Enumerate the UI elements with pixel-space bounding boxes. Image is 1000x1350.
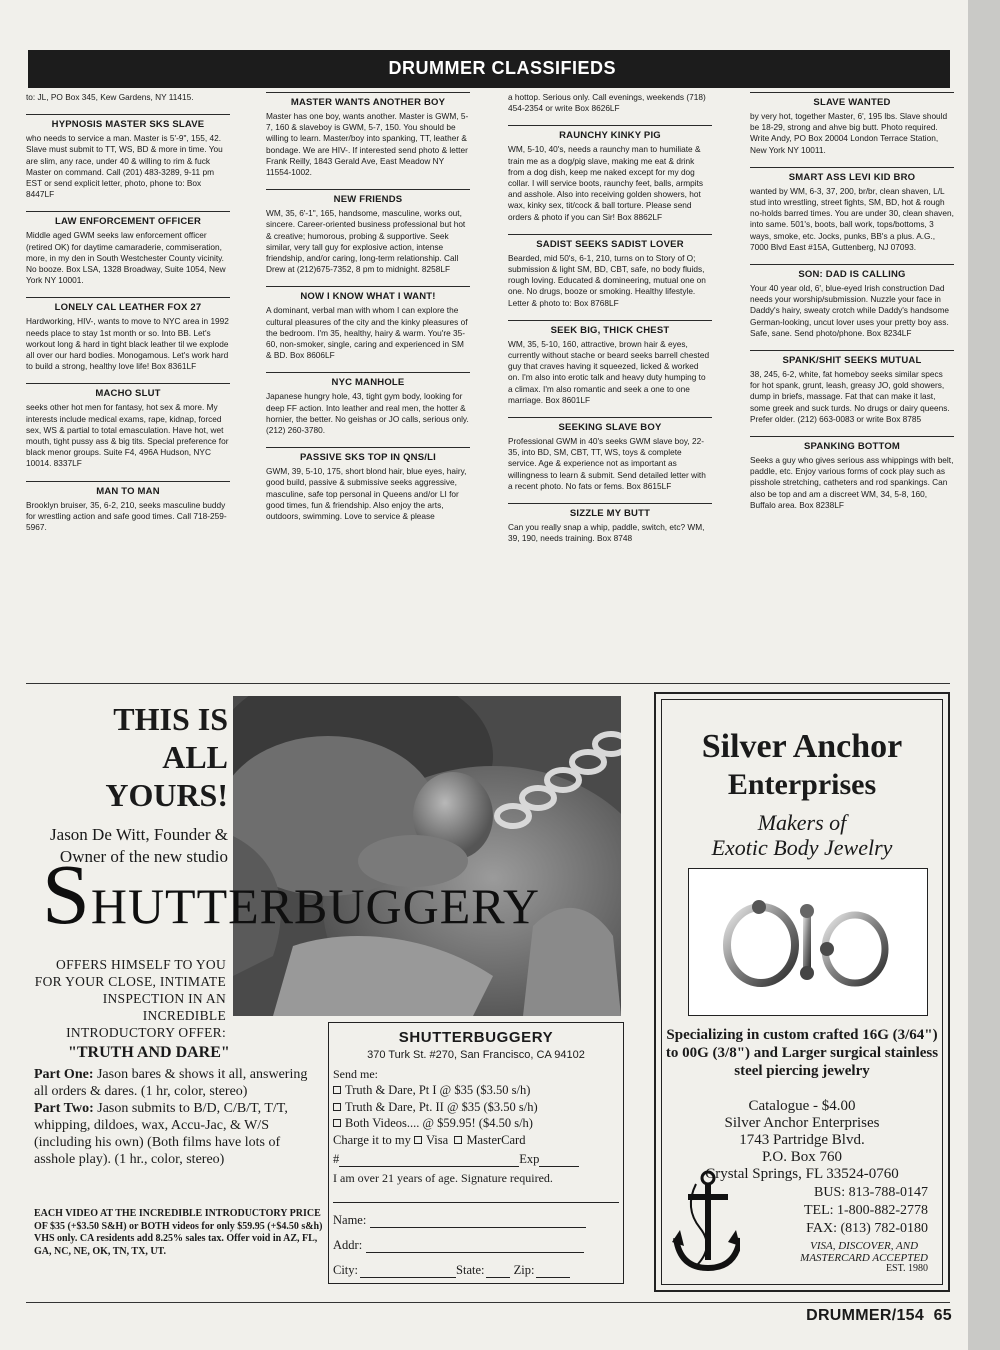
- classified-ad: [750, 264, 954, 339]
- part-two-label: Part Two:: [34, 1101, 94, 1116]
- ad-heading: SPANK/SHIT SEEKS MUTUAL: [782, 355, 922, 367]
- divider: [26, 683, 950, 684]
- classified-ad: [508, 417, 712, 492]
- ad-body: Brooklyn bruiser, 35, 6-2, 210, seeks masculine buddy for wrestling action and safe good times. Call 718-259-5967.: [26, 499, 227, 533]
- ad-body: WM, 5-10, 40's, needs a raunchy man to humiliate & train me as a dog/pig slave, making me eat & drink from a dog dish, keep me naked except for my dog collar. I will service boots, raunchy feet, balls, armpits and asshole. Also into receiving golden showers, hot wax, kinky sex, tit/cock & ball torture. Please send orders & photo if you can Sir! Box 8862LF: [508, 144, 704, 222]
- classified-column-1: [26, 92, 230, 682]
- ad-heading: SEEKING SLAVE BOY: [558, 422, 662, 434]
- ad-heading: SON: DAD IS CALLING: [798, 269, 906, 281]
- classified-ad: [26, 92, 230, 103]
- charge-label: Charge it to my: [333, 1132, 411, 1147]
- option-label: Truth & Dare, Pt. II @ $35 ($3.50 s/h): [345, 1099, 538, 1114]
- ad-heading: LAW ENFORCEMENT OFFICER: [54, 216, 202, 228]
- ad-body: WM, 35, 6'-1", 165, handsome, masculine, works out, sincere. Career-oriented business professional but hot & creative; humorous, probing & supportive. Seek similar, very tall guy for explosive action, intense friendship, and/or caring, long-term relationship. Call Drew at (212)675-7352, 8 pm to midnight. 8258LF: [266, 208, 466, 275]
- ad-body: by very hot, together Master, 6', 195 lbs. Slave should be 18-29, strong and ahve big butt. Photo required. Write Andy, PO Box 20004 London Terrace Station, New York NY 10011.: [750, 111, 948, 155]
- order-form: [328, 1022, 624, 1284]
- ad-body: Hardworking, HIV-, wants to move to NYC area in 1992 needs place to stay 1st month or so. Into BB. Let's workout long & hard in tight black leather til we explode all over our hard bodies. Monogamous. Let's work hard to build a strong, healthy love life! Box 8361LF: [26, 316, 229, 372]
- brand-rest: HUTTERBUGGERY: [90, 878, 540, 934]
- ad-heading: MASTER WANTS ANOTHER BOY: [290, 97, 446, 108]
- part-one: [34, 1066, 316, 1100]
- checkbox[interactable]: [333, 1086, 341, 1094]
- bus-phone: BUS: 813-788-0147: [814, 1185, 928, 1200]
- cards-accepted: [800, 1240, 928, 1264]
- company-title-1: Silver Anchor: [701, 728, 903, 765]
- classified-column-4: [750, 92, 954, 682]
- card-row: [333, 1152, 619, 1167]
- classified-ad: [750, 92, 954, 156]
- exp-field[interactable]: [539, 1155, 579, 1167]
- charge-row: [333, 1132, 619, 1149]
- addr-label: Addr:: [333, 1238, 363, 1252]
- ad-photo: [233, 696, 621, 1016]
- classified-ad: [508, 92, 712, 114]
- ad-headline: THIS IS ALL YOURS!: [105, 701, 228, 813]
- zip-field[interactable]: [536, 1266, 570, 1278]
- page-number: 65: [933, 1307, 952, 1324]
- classified-ad: [266, 286, 470, 361]
- tagline: [662, 810, 942, 860]
- brand-name: [42, 846, 540, 942]
- cards-line-2: MASTERCARD ACCEPTED: [800, 1252, 928, 1264]
- ad-rule: [508, 503, 712, 504]
- ad-body: Your 40 year old, 6', blue-eyed Irish construction Dad needs your worship/submission. Nuzzle your face in Daddy's hairy, sweaty crotch while Daddy's handsome German-looking, uncut lover uses your pretty boy ass. Safe, sane. Send photo/phone. Box 8234LF: [750, 283, 950, 338]
- classified-ad: [508, 125, 712, 222]
- option-pt1[interactable]: [333, 1082, 619, 1099]
- ad-heading: MACHO SLUT: [95, 388, 161, 400]
- video-title: "TRUTH AND DARE": [68, 1044, 230, 1061]
- city: Crystal Springs, FL 33524-0760: [705, 1166, 899, 1182]
- ad-heading: SADIST SEEKS SADIST LOVER: [536, 238, 684, 250]
- ad-heading: SPANKING BOTTOM: [803, 441, 901, 453]
- visa-checkbox[interactable]: [414, 1136, 422, 1144]
- ad-heading: SEEK BIG, THICK CHEST: [550, 324, 670, 336]
- ad-body: a hottop. Serious only. Call evenings, weekends (718) 454-2354 or write Box 8626LF: [508, 92, 706, 114]
- classified-ad: [266, 447, 470, 522]
- classified-ad: [750, 436, 954, 511]
- exp-label: Exp: [519, 1152, 540, 1166]
- city-field[interactable]: [360, 1266, 456, 1278]
- shutterbuggery-ad: [28, 692, 624, 1292]
- zip-label: Zip:: [513, 1263, 535, 1277]
- classified-column-2: [266, 92, 470, 682]
- ad-body: to: JL, PO Box 345, Kew Gardens, NY 11415.: [26, 92, 194, 102]
- classified-ad: [26, 114, 230, 200]
- part-one-label: Part One:: [34, 1067, 94, 1082]
- name-label: Name:: [333, 1213, 367, 1227]
- ad-heading: RAUNCHY KINKY PIG: [559, 130, 661, 142]
- part-two-text: Jason submits to B/D, C/B/T, T/T, whipping, dildoes, wax, Accu-Jac, & W/S (including his own) (Both films have lots of asshole play). (1 hr., color, stereo): [34, 1101, 288, 1167]
- ad-heading: SMART ASS LEVI KID BRO: [788, 171, 916, 183]
- ad-rule: [26, 114, 230, 115]
- classified-ad: [26, 481, 230, 534]
- tagline-line-1: Makers of: [757, 810, 847, 835]
- age-statement: I am over 21 years of age. Signature required.: [333, 1171, 553, 1185]
- classified-ad: [508, 503, 712, 544]
- ad-body: Japanese hungry hole, 43, tight gym body, looking for deep FF action. Into leather and real men, the hotter & hornier, the better. No geishas or JO calls, serious only. (212) 260-3780.: [266, 391, 469, 436]
- ad-rule: [266, 372, 470, 373]
- section-title: DRUMMER CLASSIFIEDS: [388, 58, 616, 78]
- classified-ad: [26, 383, 230, 469]
- ad-heading: NYC MANHOLE: [331, 377, 405, 389]
- city-row: [333, 1263, 619, 1278]
- page-folio: [806, 1307, 952, 1325]
- ad-body: GWM, 39, 5-10, 175, short blond hair, blue eyes, hairy, good build, passive & submissive seeks aggressive, masculine, safe top personal in Queens and/or LI for good times, fun & friendship. Also enjoy the arts, outdoors, swimming. Love to service & please: [266, 466, 467, 522]
- ad-body: Master has one boy, wants another. Master is GWM, 5-7, 160 & slaveboy is GWM, 5-7, 150. You should be willing to learn. Master/boy into spanking, TT, leather & bondage. We are HIV-. If interested send photo & letter Frank Reilly, 1843 Gerald Ave, East Meadow NY 11554-1002.: [266, 111, 469, 178]
- catalogue-price: Catalogue - $4.00: [748, 1098, 856, 1114]
- addr-field[interactable]: [366, 1241, 584, 1253]
- ad-rule: [26, 211, 230, 212]
- video-parts: [34, 1066, 316, 1168]
- classified-ad: [26, 211, 230, 286]
- ad-rule: [750, 350, 954, 351]
- ad-heading: SIZZLE MY BUTT: [569, 508, 651, 520]
- section-header: [28, 50, 950, 88]
- ad-rule: [26, 481, 230, 482]
- brand-initial: S: [42, 846, 91, 942]
- classified-ad: [266, 372, 470, 436]
- ad-rule: [266, 447, 470, 448]
- classified-ad: [750, 350, 954, 425]
- street: 1743 Partridge Blvd.: [739, 1132, 865, 1148]
- ad-body: Bearded, mid 50's, 6-1, 210, turns on to Story of O; submission & light SM, BD, CBT, safe, no body fluids, rough loving. Educated & domineering, mutual one on one. No drugs, booze or smoking. Healthy lifestyle. Letter & photo to: Box 8768LF: [508, 252, 706, 308]
- state-label: State:: [456, 1263, 485, 1277]
- classified-ad: [508, 320, 712, 406]
- ad-heading: LONELY CAL LEATHER FOX 27: [54, 302, 202, 314]
- contact-numbers: [804, 1184, 928, 1238]
- card-number-field[interactable]: [339, 1155, 519, 1167]
- mastercard-label: MasterCard: [466, 1132, 526, 1147]
- classified-ad: [266, 189, 470, 275]
- ad-rule: [750, 92, 954, 93]
- classified-column-3: [508, 92, 712, 682]
- ad-rule: [508, 320, 712, 321]
- jewelry-photo: [688, 868, 928, 1016]
- ad-rule: [750, 436, 954, 437]
- option-label: Truth & Dare, Pt I @ $35 ($3.50 s/h): [345, 1083, 531, 1097]
- silver-anchor-ad: [654, 692, 950, 1292]
- order-options: [333, 1082, 619, 1148]
- ad-rule: [26, 383, 230, 384]
- classified-ad: [26, 297, 230, 372]
- ad-rule: [750, 264, 954, 265]
- ad-rule: [266, 92, 470, 93]
- name-field[interactable]: [370, 1216, 586, 1228]
- ad-body: wanted by WM, 6-3, 37, 200, br/br, clean shaven, L/L stud into wrestling, street fights, SM, BD, hot & rough no-holds barred times. You are under 30, clean shaven, into same. 501's, boots, ball work, tops/bottoms, 3 ways, smoke, etc. Jocks, punks, BB's a plus. A.G., 7000 Blvd East #15A, Guttenberg, NJ 07093.: [750, 185, 954, 252]
- ad-body: Professional GWM in 40's seeks GWM slave boy, 22-35, into BD, SM, CBT, TT, WS, toys & complete service. Age & experience not as important as willingness to learn & submit. Send detailed letter with a recent photo. No fats or fems. Box 8615LF: [508, 436, 706, 491]
- addr-row: [333, 1238, 619, 1253]
- classified-ad: [508, 234, 712, 309]
- ad-intro: Jason De Witt, Founder & Owner of the new studio: [50, 825, 228, 866]
- ad-heading: PASSIVE SKS TOP IN QNS/LI: [300, 452, 436, 464]
- ad-body: Can you really snap a whip, paddle, switch, etc? WM, 39, 190, needs training. Box 8748: [508, 522, 705, 544]
- ad-rule: [750, 167, 954, 168]
- ad-rule: [508, 234, 712, 235]
- classifieds-columns: [26, 92, 952, 682]
- checkbox[interactable]: [333, 1103, 341, 1111]
- ad-rule: [266, 189, 470, 190]
- footer-rule: [26, 1302, 950, 1303]
- specialty-text: Specializing in custom crafted 16G (3/64") to 00G (3/8") and Larger surgical stainless steel piercing jewelry: [665, 1027, 939, 1079]
- po-box: P.O. Box 760: [761, 1149, 843, 1165]
- tel-phone: TEL: 1-800-882-2778: [803, 1203, 928, 1218]
- fax: FAX: (813) 782-0180: [806, 1221, 928, 1236]
- ad-body: Middle aged GWM seeks law enforcement officer (retired OK) for daytime camaraderie, commiseration, more, in my den in South Westchester County vicinity. No booze. Box LSA, 1328 Broadway, Suite 1054, New York NY 10001.: [26, 230, 226, 286]
- magazine-issue: DRUMMER/154: [806, 1307, 925, 1324]
- part-two: [34, 1100, 316, 1168]
- ad-body: WM, 35, 5-10, 160, attractive, brown hair & eyes, currently without stache or beard seeks barrell chested guy that craves having it squeezed, licked & worked on. I'm also into erotic talk and heavy duty humping to a climax. I'm also romantic and seek a one to one marriage. Box 8601LF: [508, 338, 710, 405]
- checkbox[interactable]: [333, 1119, 341, 1127]
- ad-heading: NOW I KNOW WHAT I WANT!: [300, 291, 436, 303]
- state-field[interactable]: [486, 1266, 510, 1278]
- name-row: [333, 1213, 619, 1228]
- anchor-icon: [670, 1168, 740, 1278]
- city-label: City:: [333, 1263, 359, 1277]
- card-number-label: #: [333, 1152, 340, 1166]
- visa-label: Visa: [426, 1132, 449, 1147]
- option-label: Both Videos.... @ $59.95! ($4.50 s/h): [345, 1116, 533, 1130]
- page-edge: [968, 0, 1000, 1350]
- ad-offer: OFFERS HIMSELF TO YOU FOR YOUR CLOSE, INTIMATE INSPECTION IN AN INCREDIBLE INTRODUCTORY OFFER:: [34, 957, 226, 1040]
- ad-rule: [26, 297, 230, 298]
- ad-heading: NEW FRIENDS: [333, 194, 403, 206]
- ad-rule: [508, 125, 712, 126]
- cards-line-1: VISA, DISCOVER, AND: [810, 1240, 919, 1252]
- classified-ad: [750, 167, 954, 253]
- ad-inner-border: [661, 699, 943, 1285]
- ad-heading: MAN TO MAN: [96, 485, 160, 497]
- ad-body: seeks other hot men for fantasy, hot sex & more. My interests include medical exams, rape, kidnap, forced sex, WS & partial to total emasculation. Have hot, wet mouth, tight pussy ass & big tits. Special preference for black menor groups. Suite F4, 496A Hudson, NYC 10014. 8337LF: [26, 402, 229, 469]
- mastercard-checkbox[interactable]: [454, 1136, 462, 1144]
- ad-heading: SLAVE WANTED: [813, 97, 891, 108]
- ad-body: who needs to service a man. Master is 5'-9", 155, 42. Slave must submit to TT, WS, BD & more in time. You are slim, any race, under 40 & willing to rim & fuck Master on command. Call (201) 483-3289, 9-11 pm EST or send explicit letter, photo, phone to: Box 8447LF: [26, 133, 223, 200]
- classified-ad: [266, 92, 470, 178]
- send-me-label: Send me:: [333, 1067, 378, 1081]
- company-title-2: Enterprises: [727, 768, 877, 801]
- tagline-line-2: Exotic Body Jewelry: [711, 835, 893, 860]
- established: EST. 1980: [885, 1263, 928, 1274]
- ad-body: A dominant, verbal man with whom I can explore the cultural pleasures of the city and the kinky pleasures of the bedroom. I'm 35, healthy, hairy & warm. You're 35-60, non-smoker, single, caring and experienced in SM & BD. Box 8606LF: [266, 305, 468, 361]
- form-title: SHUTTERBUGGERY: [398, 1029, 554, 1046]
- ad-heading: HYPNOSIS MASTER SKS SLAVE: [51, 119, 205, 131]
- form-address: 370 Turk St. #270, San Francisco, CA 94102: [367, 1049, 585, 1061]
- ad-body: 38, 245, 6-2, white, fat homeboy seeks similar specs for hot spank, grunt, leash, greasy JO, gold showers, dump in briefs, massage. Fat that can make it last, some greek and suck turds. No drugs or dairy queens. Prefer older. (212) 663-0083 or write Box 8785: [750, 369, 950, 424]
- company-name: Silver Anchor Enterprises: [724, 1115, 880, 1131]
- option-pt2[interactable]: [333, 1099, 619, 1116]
- option-both[interactable]: [333, 1115, 619, 1132]
- ad-rule: [508, 417, 712, 418]
- signature-line[interactable]: [333, 1202, 619, 1203]
- ad-rule: [266, 286, 470, 287]
- ad-body: Seeks a guy who gives serious ass whippings with belt, paddle, etc. Enjoy various forms of cock play such as pisshole stretching, catheters and rod spankings. Can also be top and am a discreet WM, 34, 5-8, 160, Buffalo area. Box 8238LF: [750, 455, 954, 510]
- fine-print: EACH VIDEO AT THE INCREDIBLE INTRODUCTORY PRICE OF $35 (+$3.50 S&H) or BOTH videos for only $59.95 (+$4.50 s&h) VHS only. CA residents add 8.25% sales tax. Offer void in AZ, FL, GA, NC, NE, OK, TN, TX, UT.: [34, 1208, 323, 1257]
- part-one-text: Jason bares & shows it all, answering all orders & dares. (1 hr, color, stereo): [34, 1067, 308, 1099]
